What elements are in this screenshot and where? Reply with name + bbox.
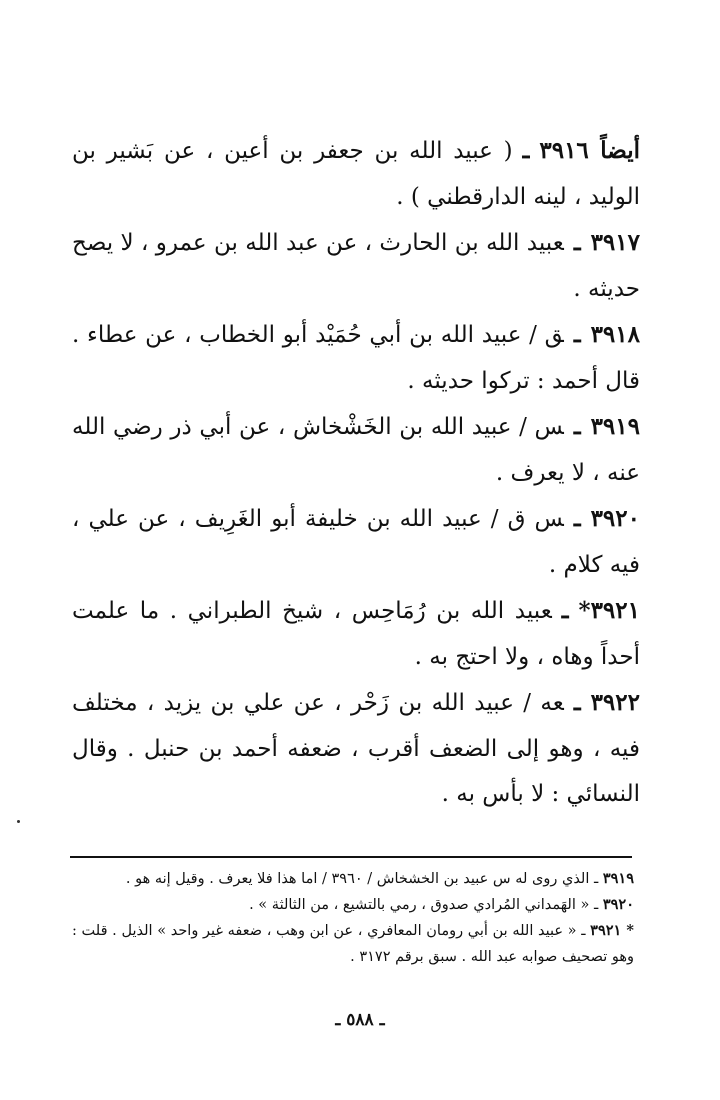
entry-text: ق / عبيد الله بن أبي حُمَيْد أبو الخطاب ، عن عطاء . قال أحمد : تركوا حديثه . <box>72 322 640 394</box>
footnote-separator: ـ <box>593 871 599 887</box>
footnote-separator: ـ <box>581 923 586 939</box>
entry-3916 <box>72 128 640 220</box>
entry-separator: ـ <box>573 413 581 440</box>
entry-separator: ـ <box>561 597 569 624</box>
entry-number: ٣٩١٩ <box>590 413 640 440</box>
footnote-3919 <box>72 866 634 892</box>
main-text <box>72 128 640 818</box>
footnotes <box>72 866 634 970</box>
entry-separator: ـ <box>573 321 581 348</box>
stray-dot <box>17 820 20 823</box>
entry-number: ٣٩٢٠ <box>590 505 640 532</box>
footnote-separator: ـ <box>593 897 599 913</box>
entry-3920 <box>72 496 640 588</box>
entry-number: أيضاً ٣٩١٦ <box>539 137 640 164</box>
entry-text: عبيد الله بن الحارث ، عن عبد الله بن عمرو ، لا يصح حديثه . <box>72 230 640 302</box>
footnote-number: ٣٩٢٠ <box>602 896 634 913</box>
entry-text: س / عبيد الله بن الخَشْخاش ، عن أبي ذر رضي الله عنه ، لا يعرف . <box>72 414 640 486</box>
entry-3917 <box>72 220 640 312</box>
footnote-text: الذي روى له س عبيد بن الخشخاش / ٣٩٦٠ / اما هذا فلا يعرف . وقيل إنه هو . <box>125 871 590 887</box>
footnote-text: « الهَمداني المُرادي صدوق ، رمي بالتشيع ، من الثالثة » . <box>249 897 590 913</box>
entry-number: ٣٩٢١* <box>578 597 640 624</box>
footnote-3921 <box>72 918 634 970</box>
entry-3918 <box>72 312 640 404</box>
entry-number: ٣٩٢٢ <box>590 689 640 716</box>
footnote-text: « عبيد الله بن أبي رومان المعافري ، عن ابن وهب ، ضعفه غير واحد » الذيل . قلت : وهو تصحيف صوابه عبد الله . سبق برقم ٣١٧٢ . <box>72 923 634 965</box>
entry-number: ٣٩١٨ <box>590 321 640 348</box>
footnote-3920 <box>72 892 634 918</box>
footnote-number: * ٣٩٢١ <box>590 922 634 939</box>
footnote-number: ٣٩١٩ <box>602 870 634 887</box>
entry-separator: ـ <box>573 229 581 256</box>
entry-3921 <box>72 588 640 680</box>
entry-separator: ـ <box>573 505 581 532</box>
entry-text: عبيد الله بن رُمَاحِس ، شيخ الطبراني . ما علمت أحداً وهاه ، ولا احتج به . <box>72 598 640 670</box>
entry-3922 <box>72 680 640 818</box>
footnote-divider <box>70 856 632 858</box>
page-number: ـ ٥٨٨ ـ <box>335 1010 385 1030</box>
entry-number: ٣٩١٧ <box>590 229 640 256</box>
entry-text: عه / عبيد الله بن زَحْر ، عن علي بن يزيد ، مختلف فيه ، وهو إلى الضعف أقرب ، ضعفه أحمد بن حنبل . وقال النسائي : لا بأس به . <box>72 690 640 807</box>
entry-separator: ـ <box>573 689 581 716</box>
entry-separator: ـ <box>522 137 530 164</box>
entry-3919 <box>72 404 640 496</box>
entry-text: س ق / عبيد الله بن خليفة أبو الغَرِيف ، عن علي ، فيه كلام . <box>72 506 640 578</box>
entry-text: ( عبيد الله بن جعفر بن أعين ، عن بَشير بن الوليد ، لينه الدارقطني ) . <box>72 138 640 210</box>
